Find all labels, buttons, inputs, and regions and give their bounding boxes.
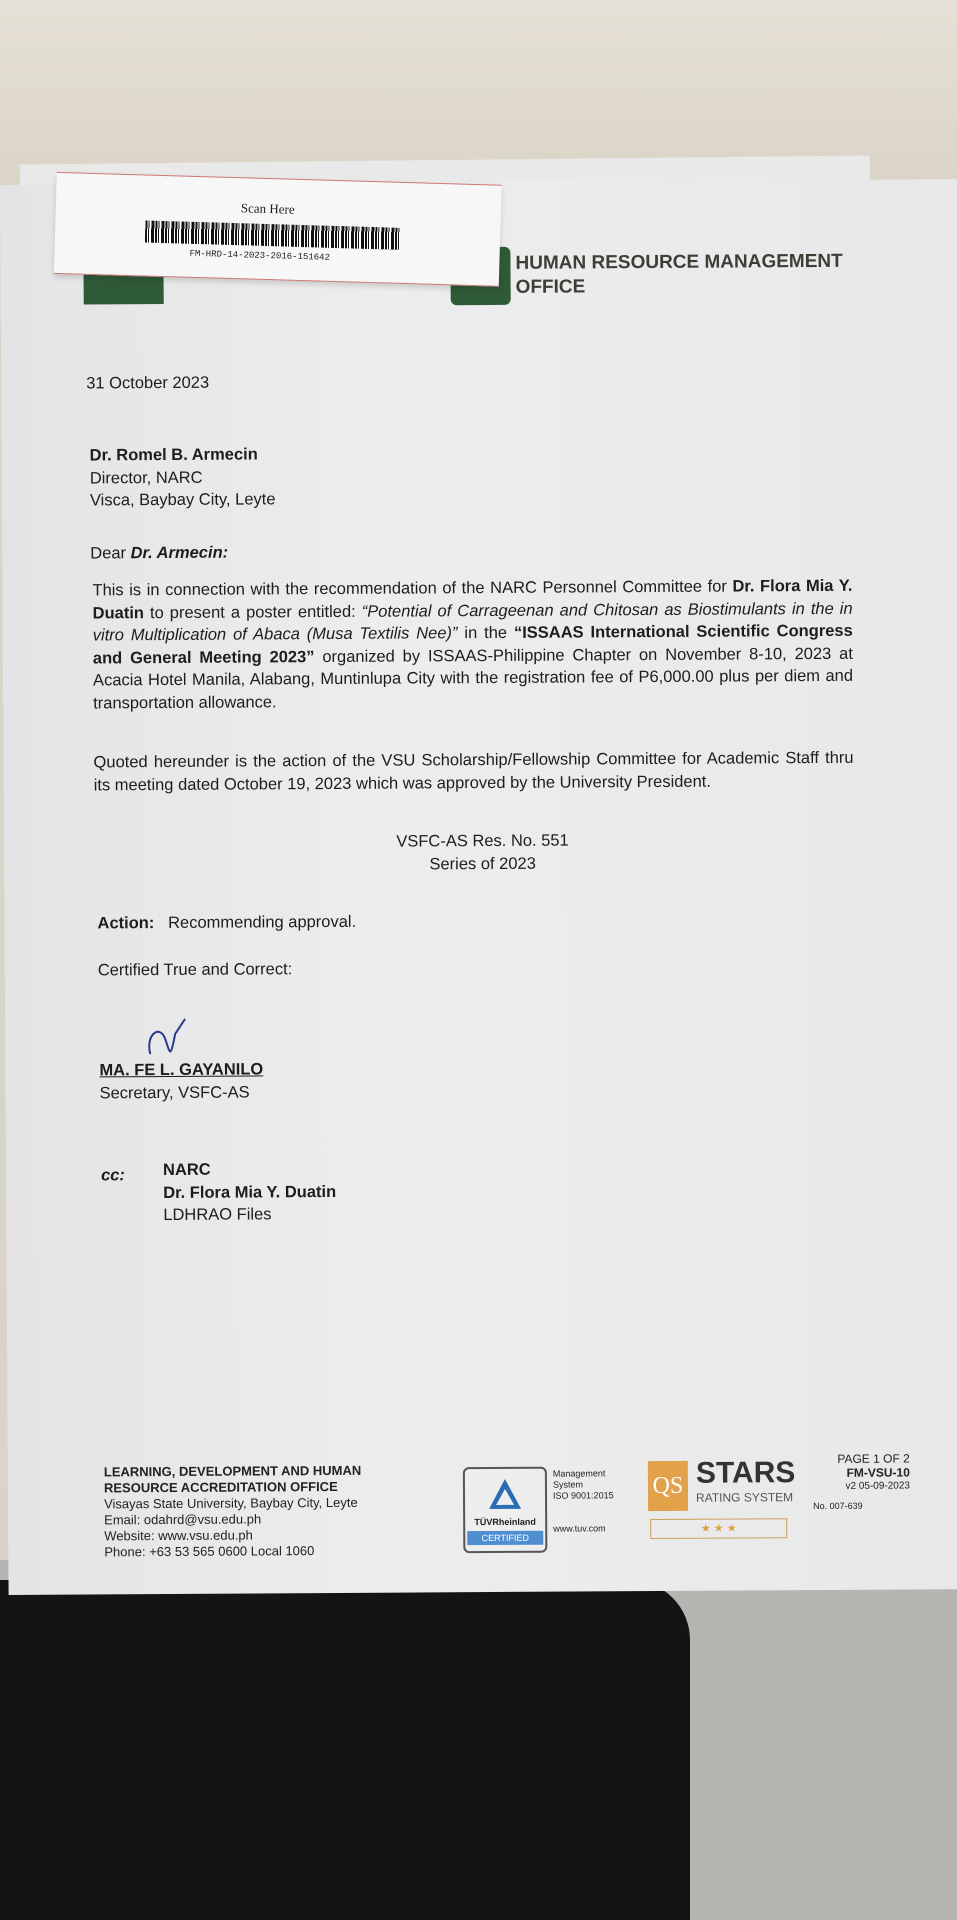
tuv-certification-logo: TÜVRheinland CERTIFIED — [463, 1467, 548, 1554]
letter-page — [0, 179, 957, 1595]
letter-date: 31 October 2023 — [86, 373, 210, 393]
cc-label: cc: — [100, 1166, 125, 1185]
qs-logo: QS — [648, 1461, 688, 1511]
footer-office: LEARNING, DEVELOPMENT AND HUMAN RESOURCE ACCREDITATION OFFICE Visayas State University, Baybay City, Leyte Email: odahrd@vsu.edu.ph Website: www.vsu.edu.ph Phone: +63 53 565 0600 Local 1060 — [103, 1462, 362, 1560]
salutation: Dear Dr. Armecin: — [90, 543, 229, 563]
qs-star-rating: ★ ★ ★ — [650, 1518, 787, 1539]
paragraph-2: Quoted hereunder is the action of the VSU Scholarship/Fellowship Committee for Academic Staff thru its meeting dated October 19, 2023 which was approved by the University President. — [93, 748, 854, 794]
page-info: PAGE 1 OF 2 FM-VSU-10 v2 05-09-2023 — [837, 1451, 910, 1492]
resolution-block: VSFC-AS Res. No. 551 Series of 2023 — [396, 831, 569, 873]
paragraph-1: This is in connection with the recommendation of the NARC Personnel Committee for Dr. Flora Mia Y. Duatin to present a poster entitled: “Potential of Carrageenan and Chitosan as Biostimulants in the in vitro Multiplication of Abaca (Musa Textilis Nee)” in the “ISSAAS International Scientific Congress and General Meeting 2023” organized by ISSAAS-Philippine Chapter on November 8-10, 2023 at Acacia Hotel Manila, Alabang, Muntinlupa City with the registration fee of P6,000.00 plus per diem and transportation allowance. — [92, 576, 854, 712]
recipient-block: Dr. Romel B. Armecin Director, NARC Visca, Baybay City, Leyte — [89, 445, 276, 510]
qs-rating-text: RATING SYSTEM — [695, 1490, 794, 1505]
barcode[interactable] — [145, 220, 401, 249]
action-line: Action: Recommending approval. — [97, 912, 357, 933]
qs-stars-text: STARS — [695, 1456, 796, 1490]
signature — [140, 1014, 190, 1064]
tuv-triangle-icon — [487, 1477, 523, 1511]
barcode-label: Scan Here FM-HRD-14-2023-2016-151642 — [54, 172, 502, 287]
certified-line: Certified True and Correct: — [97, 960, 293, 980]
background-dark-object — [0, 1580, 690, 1920]
iso-info: Management System ISO 9001:2015 www.tuv.com — [552, 1468, 614, 1534]
cc-list: NARC Dr. Flora Mia Y. Duatin LDHRAO Files — [162, 1160, 337, 1225]
signatory-block: MA. FE L. GAYANILO Secretary, VSFC-AS — [99, 1060, 264, 1102]
document-number: No. 007-639 — [813, 1500, 863, 1512]
office-header: HUMAN RESOURCE MANAGEMENT OFFICE — [515, 250, 843, 298]
